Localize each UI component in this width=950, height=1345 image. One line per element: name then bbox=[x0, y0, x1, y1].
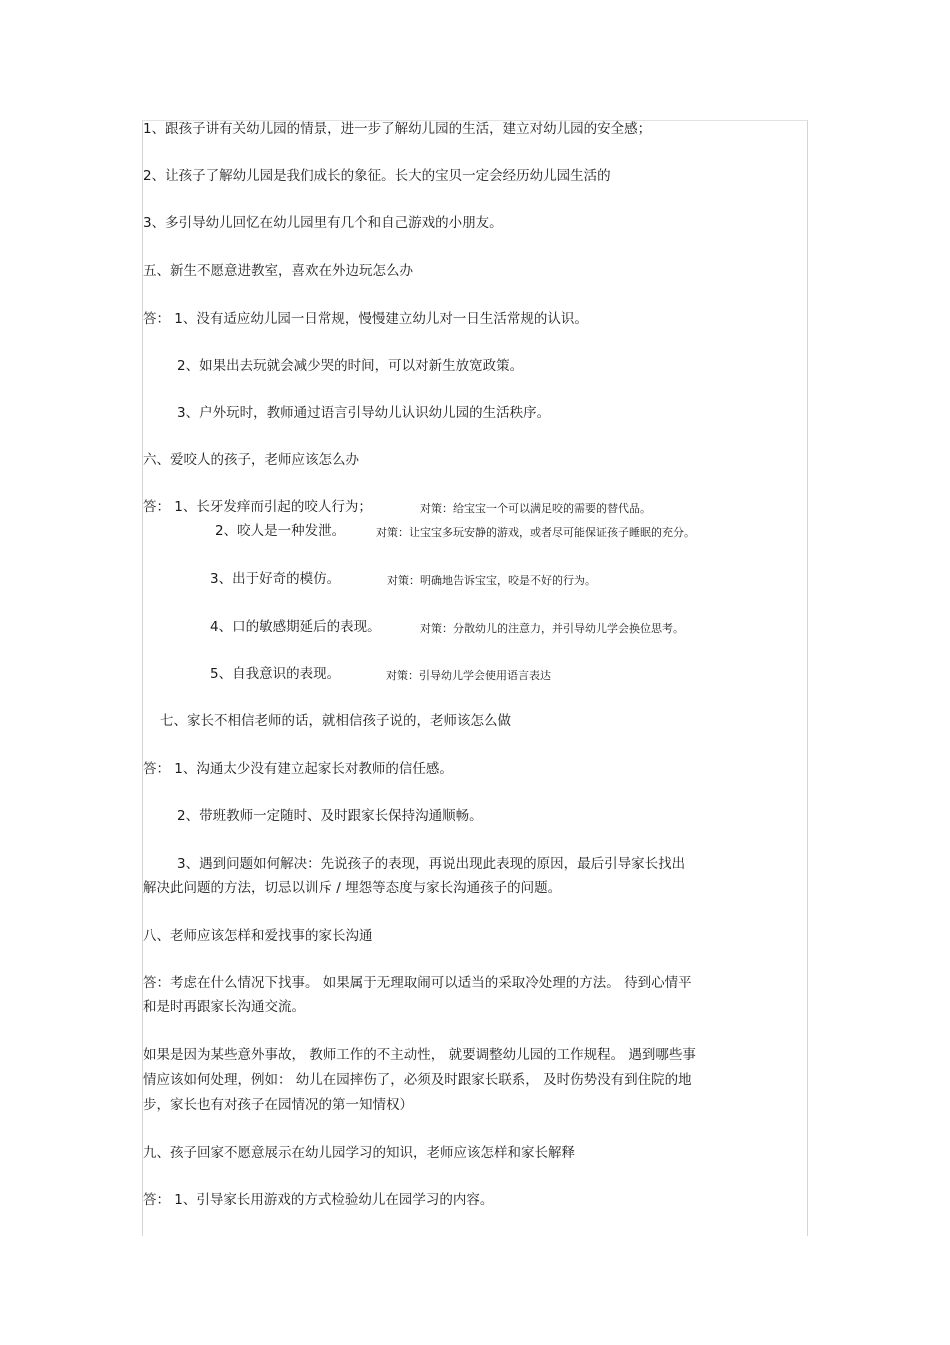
text-line: 3、户外玩时，教师通过语言引导幼儿认识幼儿园的生活秩序。 bbox=[177, 405, 551, 421]
strategy-note: 对策：引导幼儿学会使用语言表达 bbox=[386, 669, 551, 682]
text-line: 如果是因为某些意外事故， 教师工作的不主动性， 就要调整幼儿园的工作规程。 遇到哪些事 bbox=[143, 1047, 696, 1063]
text-line: 答： 1、沟通太少没有建立起家长对教师的信任感。 bbox=[143, 761, 453, 777]
section-heading: 六、爱咬人的孩子，老师应该怎么办 bbox=[143, 452, 359, 468]
text-line: 解决此问题的方法，切忌以训斥 / 埋怨等态度与家长沟通孩子的问题。 bbox=[143, 880, 562, 896]
text-line: 和是时再跟家长沟通交流。 bbox=[143, 999, 305, 1015]
text-line: 答：考虑在什么情况下找事。 如果属于无理取闹可以适当的采取冷处理的方法。 待到心情平 bbox=[143, 975, 692, 991]
text-line: 答： 1、没有适应幼儿园一日常规，慢慢建立幼儿对一日生活常规的认识。 bbox=[143, 311, 588, 327]
text-line: 3、遇到问题如何解决：先说孩子的表现，再说出现此表现的原因，最后引导家长找出 bbox=[177, 856, 686, 872]
section-heading: 七、家长不相信老师的话，就相信孩子说的，老师该怎么做 bbox=[160, 713, 511, 729]
strategy-note: 对策：让宝宝多玩安静的游戏，或者尽可能保证孩子睡眠的充分。 bbox=[376, 526, 695, 539]
text-line: 4、口的敏感期延后的表现。 bbox=[210, 619, 381, 635]
section-heading: 九、孩子回家不愿意展示在幼儿园学习的知识，老师应该怎样和家长解释 bbox=[143, 1145, 575, 1161]
section-heading: 五、新生不愿意进教室，喜欢在外边玩怎么办 bbox=[143, 263, 413, 279]
text-line: 3、出于好奇的模仿。 bbox=[210, 571, 341, 587]
text-line: 答： 1、长牙发痒而引起的咬人行为； bbox=[143, 499, 372, 515]
text-line: 3、多引导幼儿回忆在幼儿园里有几个和自己游戏的小朋友。 bbox=[143, 215, 503, 231]
text-line: 5、自我意识的表现。 bbox=[210, 666, 341, 682]
section-heading: 八、老师应该怎样和爱找事的家长沟通 bbox=[143, 928, 373, 944]
text-line: 2、咬人是一种发泄。 bbox=[215, 523, 346, 539]
strategy-note: 对策：分散幼儿的注意力，并引导幼儿学会换位思考。 bbox=[420, 622, 684, 635]
text-line: 情应该如何处理，例如： 幼儿在园摔伤了，必须及时跟家长联系， 及时伤势没有到住院的地 bbox=[143, 1072, 692, 1088]
text-line: 2、带班教师一定随时、及时跟家长保持沟通顺畅。 bbox=[177, 808, 483, 824]
strategy-note: 对策：明确地告诉宝宝，咬是不好的行为。 bbox=[387, 574, 596, 587]
text-line: 2、让孩子了解幼儿园是我们成长的象征。长大的宝贝一定会经历幼儿园生活的 bbox=[143, 168, 611, 184]
text-line: 1、跟孩子讲有关幼儿园的情景，进一步了解幼儿园的生活，建立对幼儿园的安全感； bbox=[143, 121, 652, 137]
text-line: 2、如果出去玩就会减少哭的时间，可以对新生放宽政策。 bbox=[177, 358, 524, 374]
strategy-note: 对策：给宝宝一个可以满足咬的需要的替代品。 bbox=[420, 502, 651, 515]
text-line: 答： 1、引导家长用游戏的方式检验幼儿在园学习的内容。 bbox=[143, 1192, 494, 1208]
text-line: 步，家长也有对孩子在园情况的第一知情权） bbox=[143, 1097, 413, 1113]
